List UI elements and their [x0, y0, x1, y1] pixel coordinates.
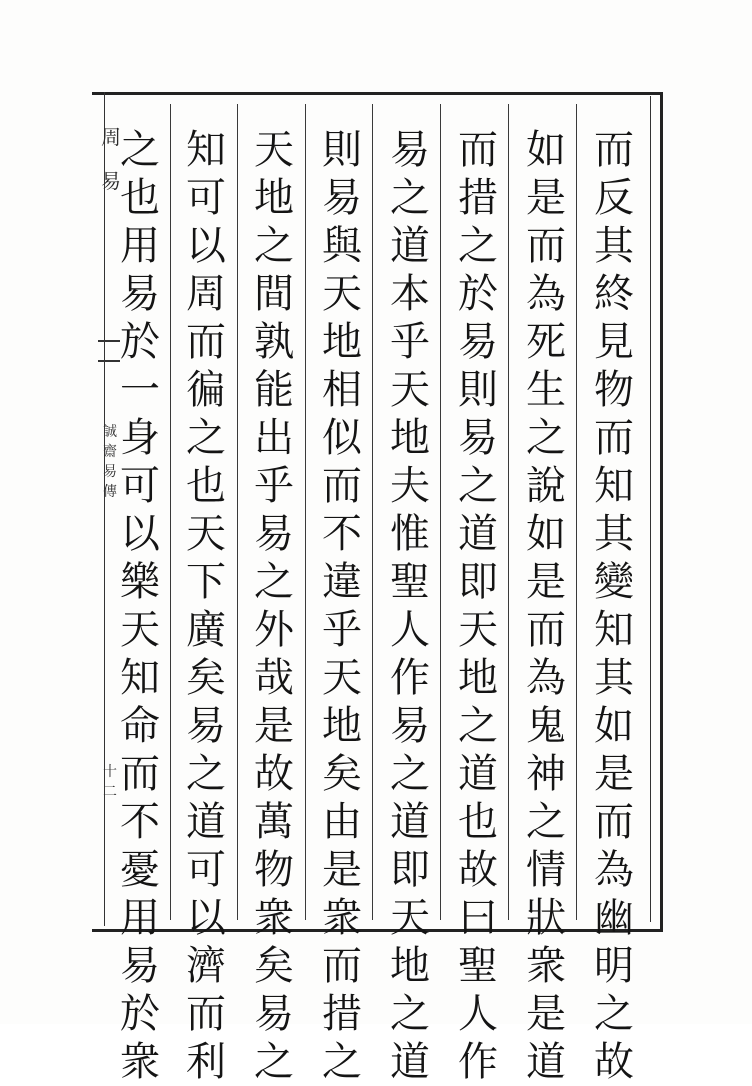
margin-book-title: 周易 — [101, 125, 121, 193]
column-divider — [372, 104, 373, 920]
text-column-8: 之也用易於一身可以樂天知命而不憂用易於衆 — [120, 127, 160, 1085]
column-divider — [237, 104, 238, 920]
column-divider — [576, 104, 577, 920]
text-column-6: 天地之間孰能出乎易之外哉是故萬物衆矣易之 — [254, 127, 294, 1085]
frame-inner-border — [650, 96, 651, 922]
column-divider — [508, 104, 509, 920]
text-column-3: 而措之於易則易之道即天地之道也故曰聖人作 — [458, 127, 498, 1085]
margin-page-number: 十二 — [103, 764, 117, 800]
text-column-1: 而反其終見物而知其變知其如是而為幽明之故 — [594, 127, 634, 1085]
column-divider — [170, 104, 171, 920]
text-column-4: 易之道本乎天地夫惟聖人作易之道即天地之道 — [390, 127, 430, 1085]
text-column-7: 知可以周而徧之也天下廣矣易之道可以濟而利 — [186, 127, 226, 1085]
column-divider — [305, 104, 306, 920]
text-column-5: 則易與天地相似而不違乎天地矣由是衆而措之 — [322, 127, 362, 1085]
margin-chapter-title: 誠齋易傳 — [103, 424, 117, 500]
column-divider — [440, 104, 441, 920]
text-column-2: 如是而為死生之說如是而為鬼神之情狀衆是道 — [526, 127, 566, 1085]
